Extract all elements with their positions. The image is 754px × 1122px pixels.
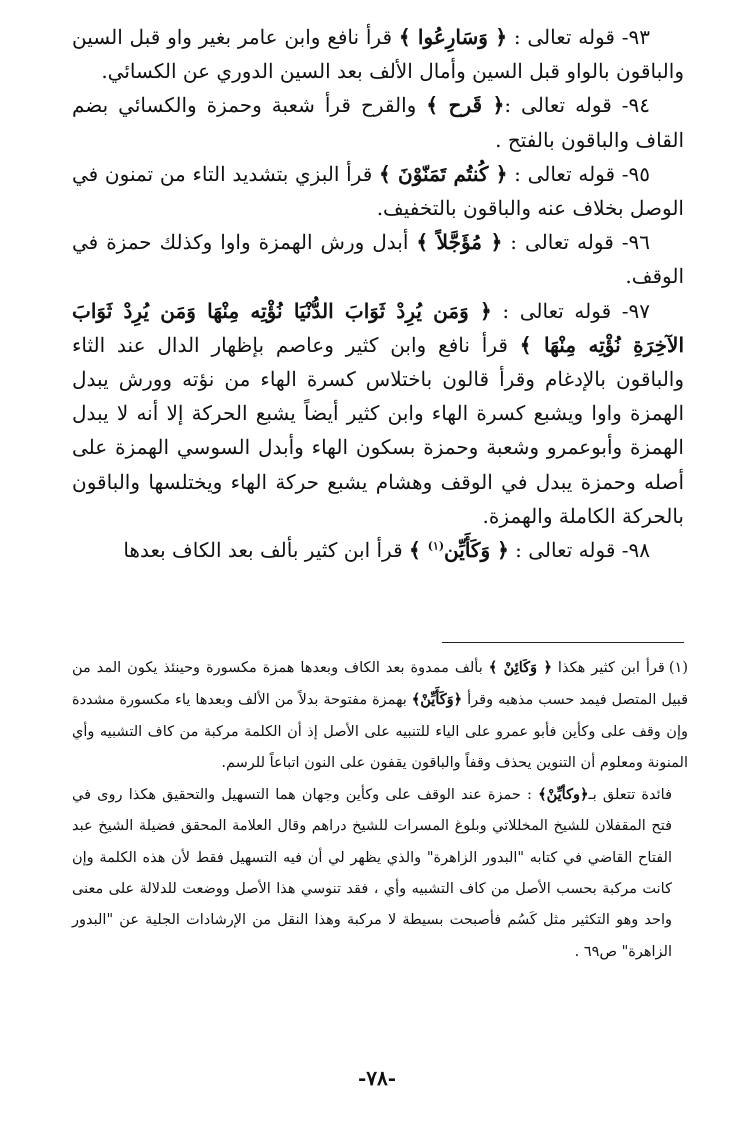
- body-text: أبدل ورش الهمزة واوا وكذلك حمزة في الوقف.: [72, 230, 684, 289]
- paragraph-96: [72, 225, 684, 293]
- paragraph-94: [72, 88, 684, 156]
- quran-verse: [409, 538, 509, 562]
- body-text: قرأ البزي بتشديد التاء من تمنون في الوصل بخلاف عنه والباقون بالتخفيف.: [72, 161, 684, 221]
- lead-text: قوله تعالى :: [508, 538, 622, 563]
- item-number: ٩٥-: [621, 161, 651, 186]
- page-number: -٧٨-: [357, 1066, 397, 1090]
- lead-text: قوله تعالى :: [507, 161, 622, 186]
- footnote-reference[interactable]: (١): [427, 539, 445, 553]
- item-number: ٩٨-: [621, 538, 650, 563]
- paragraph-98: [72, 533, 684, 567]
- lead-text: قوله تعالى :: [507, 25, 622, 49]
- body-text: والقرح قرأ شعبة وحمزة والكسائي بضم القاف والباقون بالفتح .: [72, 93, 684, 152]
- footnote-divider: [442, 642, 684, 643]
- verse-close: ﴾: [409, 538, 428, 563]
- lead-text: قوله تعالى :: [502, 230, 622, 255]
- body-text: قرأ ابن كثير بألف بعد الكاف بعدها: [123, 538, 409, 563]
- lead-text: قوله تعالى :: [491, 298, 622, 323]
- footnote-1: [72, 652, 688, 779]
- item-number: ٩٦-: [621, 230, 650, 255]
- item-number: ٩٤-: [621, 93, 650, 118]
- footnote-text: فائدة تتعلق بـ: [588, 787, 672, 804]
- body-text: قرأ نافع وابن عامر بغير واو قبل السين والباقون بالواو قبل السين وأمال الألف بعد السين الدوري عن الكسائي.: [72, 25, 684, 84]
- footnote-text: بألف ممدوة بعد الكاف وبعدها همزة مكسورة وحينئذ يكون المد من قبيل المتصل فيمد حسب مذهبه وقرأ: [72, 660, 688, 709]
- footnote-benefit: [72, 779, 688, 968]
- paragraph-93: [72, 20, 684, 88]
- lead-text: قوله تعالى :: [504, 93, 622, 118]
- item-number: ٩٣-: [621, 25, 650, 49]
- quran-verse: ﴿ وَكَائِنْ ﴾: [488, 659, 552, 676]
- quran-verse: ﴿وكأيِّنْ﴾: [538, 786, 589, 804]
- verse-open: ﴿ وَكَأَيِّن: [444, 538, 509, 563]
- footnote-marker: (١): [668, 660, 688, 676]
- footnote-text: قرأ ابن كثير هكذا: [551, 660, 665, 676]
- body-text: قرأ نافع وابن كثير وعاصم بإظهار الدال عند الثاء والباقون بالإدغام وقرأ قالون باختلاس كسرة الهاء من نؤته وورش يبدل الهمزة واوا ويشبع كسرة الهاء وابن كثير أيضاً يشبع الحركة إلا أنه لا يبدل الهمزة وأبوعمرو وشعبة وحمزة بسكون الهاء وأبدل السوسي الهمزة على أصله وحمزة يبدل في الوقف وهشام يشبع حركة الهاء ويختلسها والباقون بالحركة الكاملة والهمزة.: [72, 332, 684, 528]
- quran-verse: ﴿وَكَأَيِّنْ﴾: [411, 691, 463, 709]
- quran-verse: ﴿ كُنتُم تَمَنّوْنَ ﴾: [378, 161, 508, 186]
- quran-verse: ﴿ قَرح ﴾: [426, 93, 505, 118]
- main-text: [72, 20, 684, 567]
- footnotes: [72, 652, 688, 968]
- paragraph-97: [72, 294, 684, 533]
- quran-verse: ﴿ وَمَن يُرِدْ ثَوَابَ الدُّنْيَا نُؤْتِه مِنْهَا وَمَن يُرِدْ ثَوَابَ الآخِرَةِ نُؤْتِه مِنْهَا ﴾: [72, 298, 684, 357]
- quran-verse: ﴿ وَسَارِعُوا ﴾: [398, 25, 508, 49]
- footnote-text: : حمزة عند الوقف على وكأين وجهان هما التسهيل والتحقيق هكذا روى في فتح المقفلان للشيخ المخللاتي وبلوغ المسرات للشيخ دراهم وقال العلامة المحقق فضيلة الشيخ عبد الفتاح القاضي في كتابه "البدور الزاهرة" والذي يظهر لي أن فيه التسهيل فقط لأن هذه الكلمة وإن كانت مركبة بحسب الأصل من كاف التشبيه وأي ، فقد تنوسي هذا الأصل ووضعت للدلالة على معنى واحد وهو التكثير مثل كَسُم فأصبحت بسيطة لا مركبة وهذا النقل من الإرشادات الجلية عن "البدور الزاهرة" ص٦٩ .: [72, 787, 672, 960]
- item-number: ٩٧-: [621, 298, 651, 323]
- footnote-text: بهمزة مفتوحة بدلاً من الألف وبعدها ياء مكسورة مشددة وإن وقف على وكأين فأبو عمرو على الياء للتنبيه على الأصل إذ أن الكلمة مركبة من كاف التشبيه وأي المنونة ومعلوم أن التنوين يحذف وقفاً والباقون يقفون على النون اتباعاً للرسم.: [72, 692, 688, 771]
- paragraph-95: [72, 157, 684, 225]
- quran-verse: ﴿ مُؤَجَّلاً ﴾: [416, 230, 503, 255]
